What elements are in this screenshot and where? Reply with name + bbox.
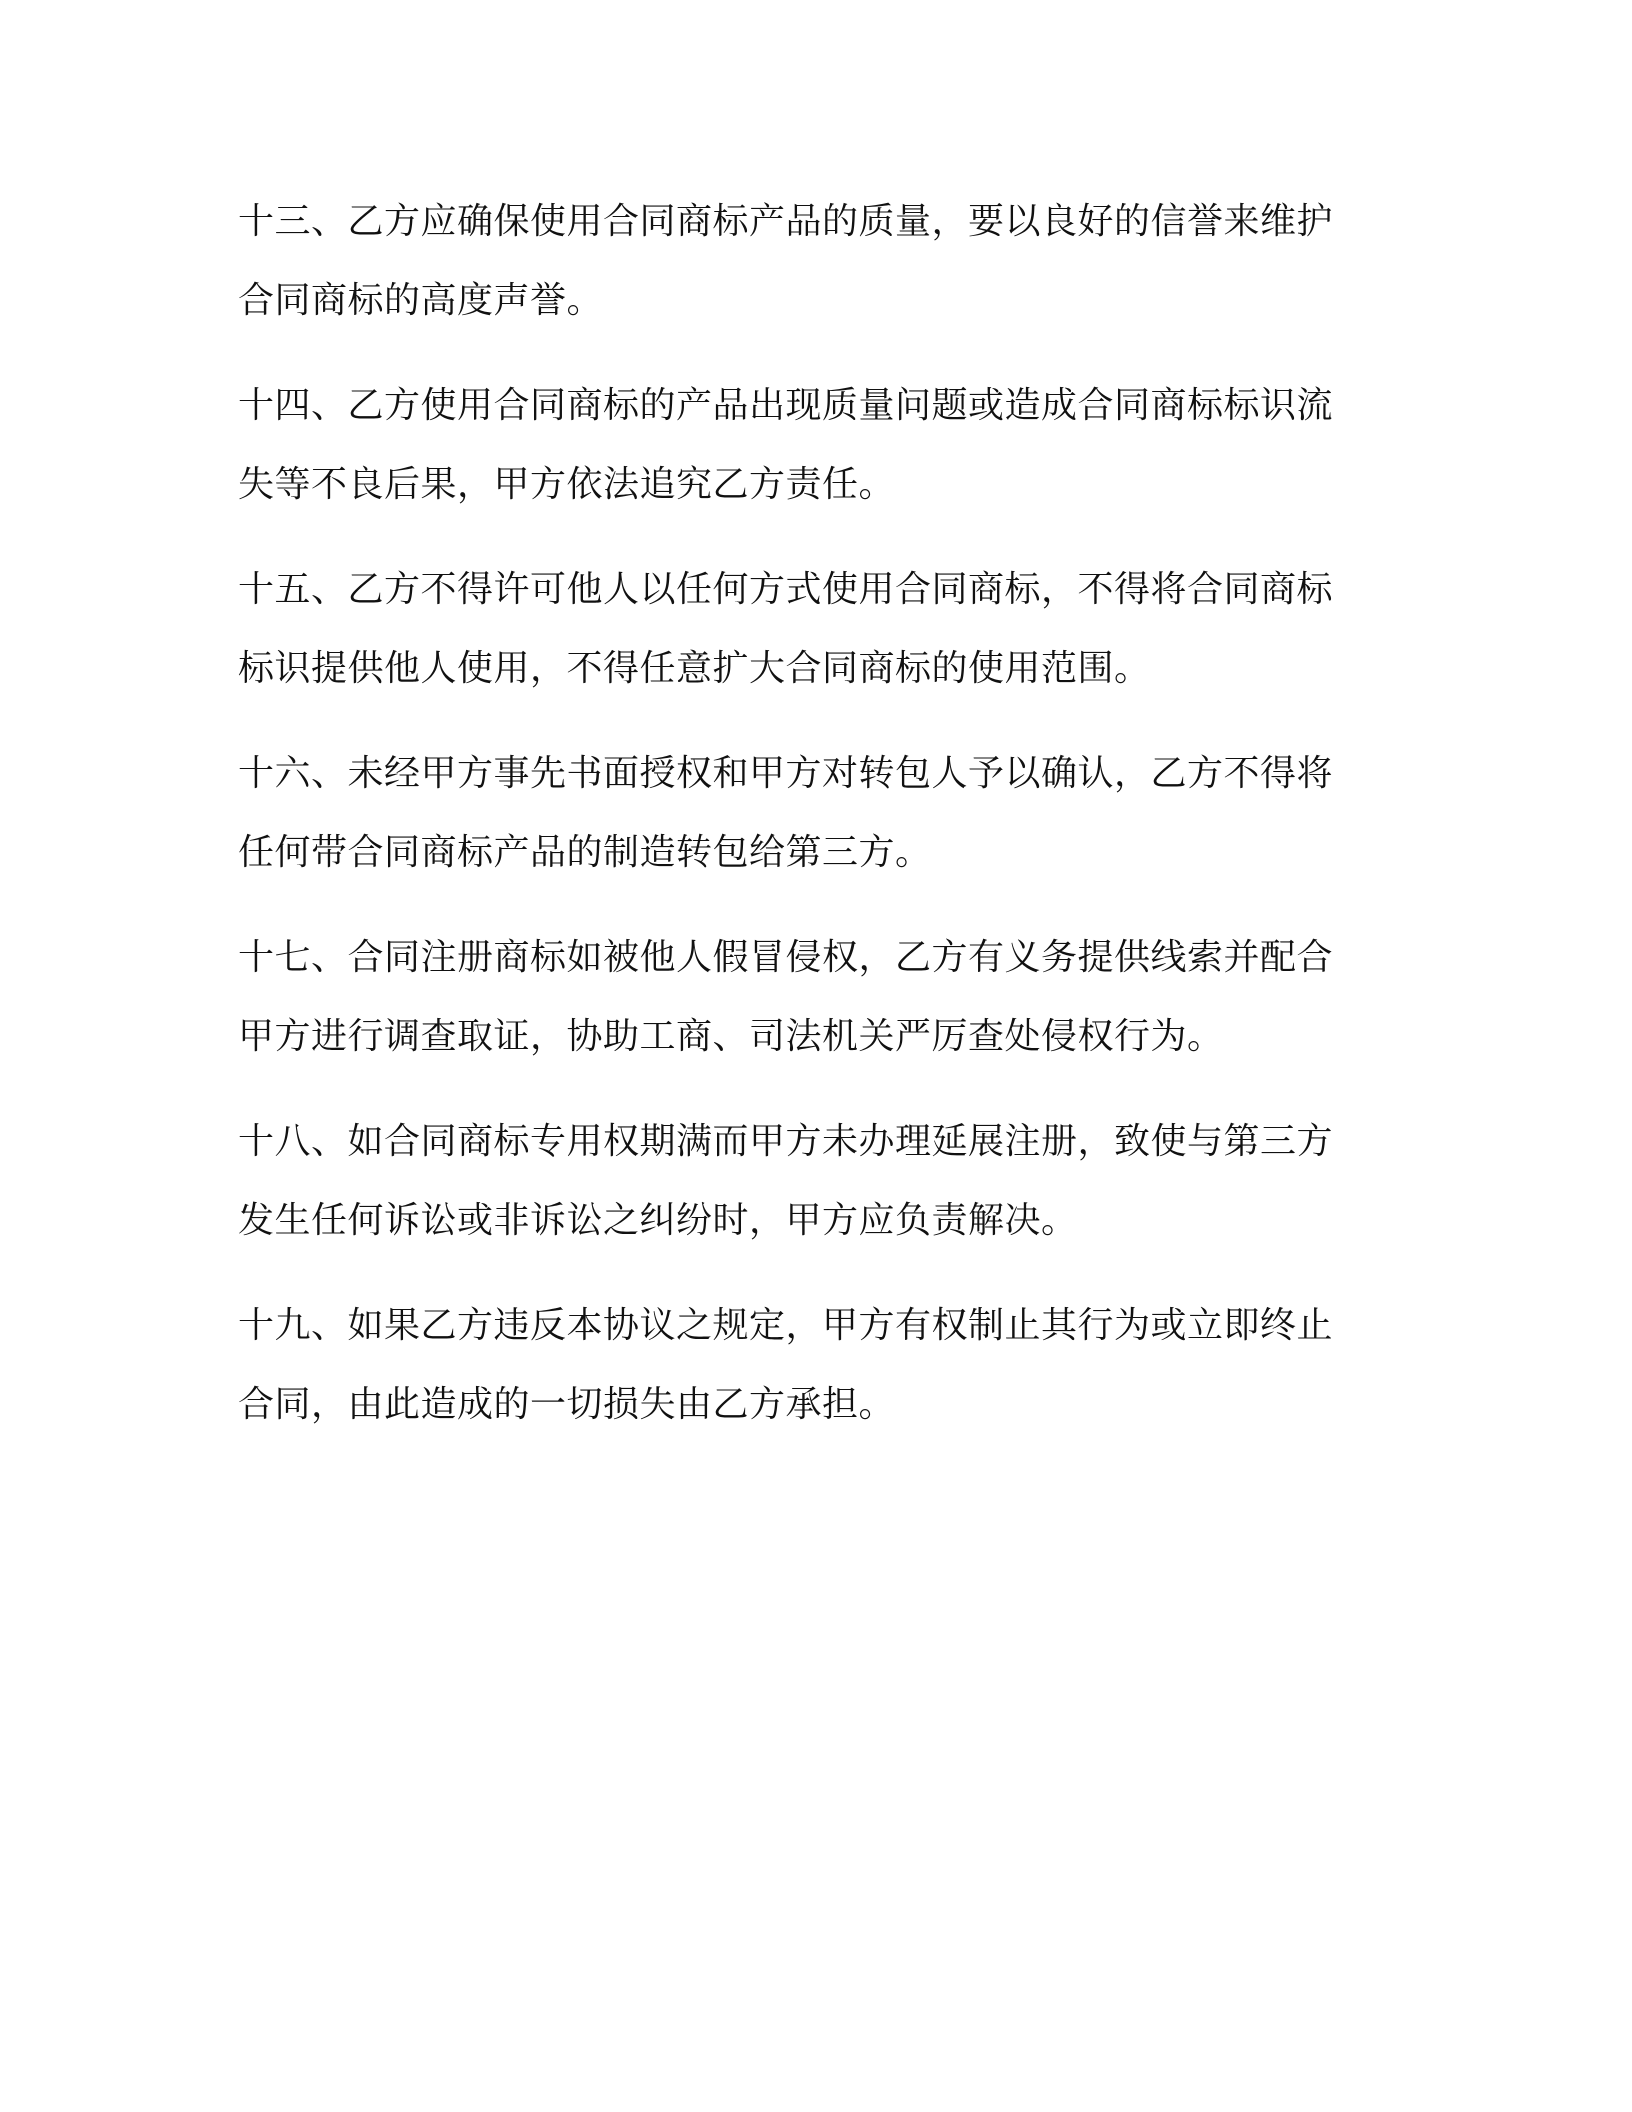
clause-17: 十七、合同注册商标如被他人假冒侵权，乙方有义务提供线索并配合甲方进行调查取证，协助工商、司法机关严厉查处侵权行为。 — [238, 937, 1334, 1057]
clause-19: 十九、如果乙方违反本协议之规定，甲方有权制止其行为或立即终止合同，由此造成的一切损失由乙方承担。 — [238, 1305, 1334, 1425]
clause-18: 十八、如合同商标专用权期满而甲方未办理延展注册，致使与第三方发生任何诉讼或非诉讼之纠纷时，甲方应负责解决。 — [238, 1121, 1334, 1241]
clause-14: 十四、乙方使用合同商标的产品出现质量问题或造成合同商标标识流失等不良后果，甲方依法追究乙方责任。 — [238, 385, 1334, 505]
clause-13: 十三、乙方应确保使用合同商标产品的质量，要以良好的信誉来维护合同商标的高度声誉。 — [238, 201, 1334, 321]
clause-16: 十六、未经甲方事先书面授权和甲方对转包人予以确认，乙方不得将任何带合同商标产品的制造转包给第三方。 — [238, 753, 1334, 873]
document-body — [238, 182, 1368, 1470]
clause-15: 十五、乙方不得许可他人以任何方式使用合同商标，不得将合同商标标识提供他人使用，不得任意扩大合同商标的使用范围。 — [238, 569, 1334, 689]
